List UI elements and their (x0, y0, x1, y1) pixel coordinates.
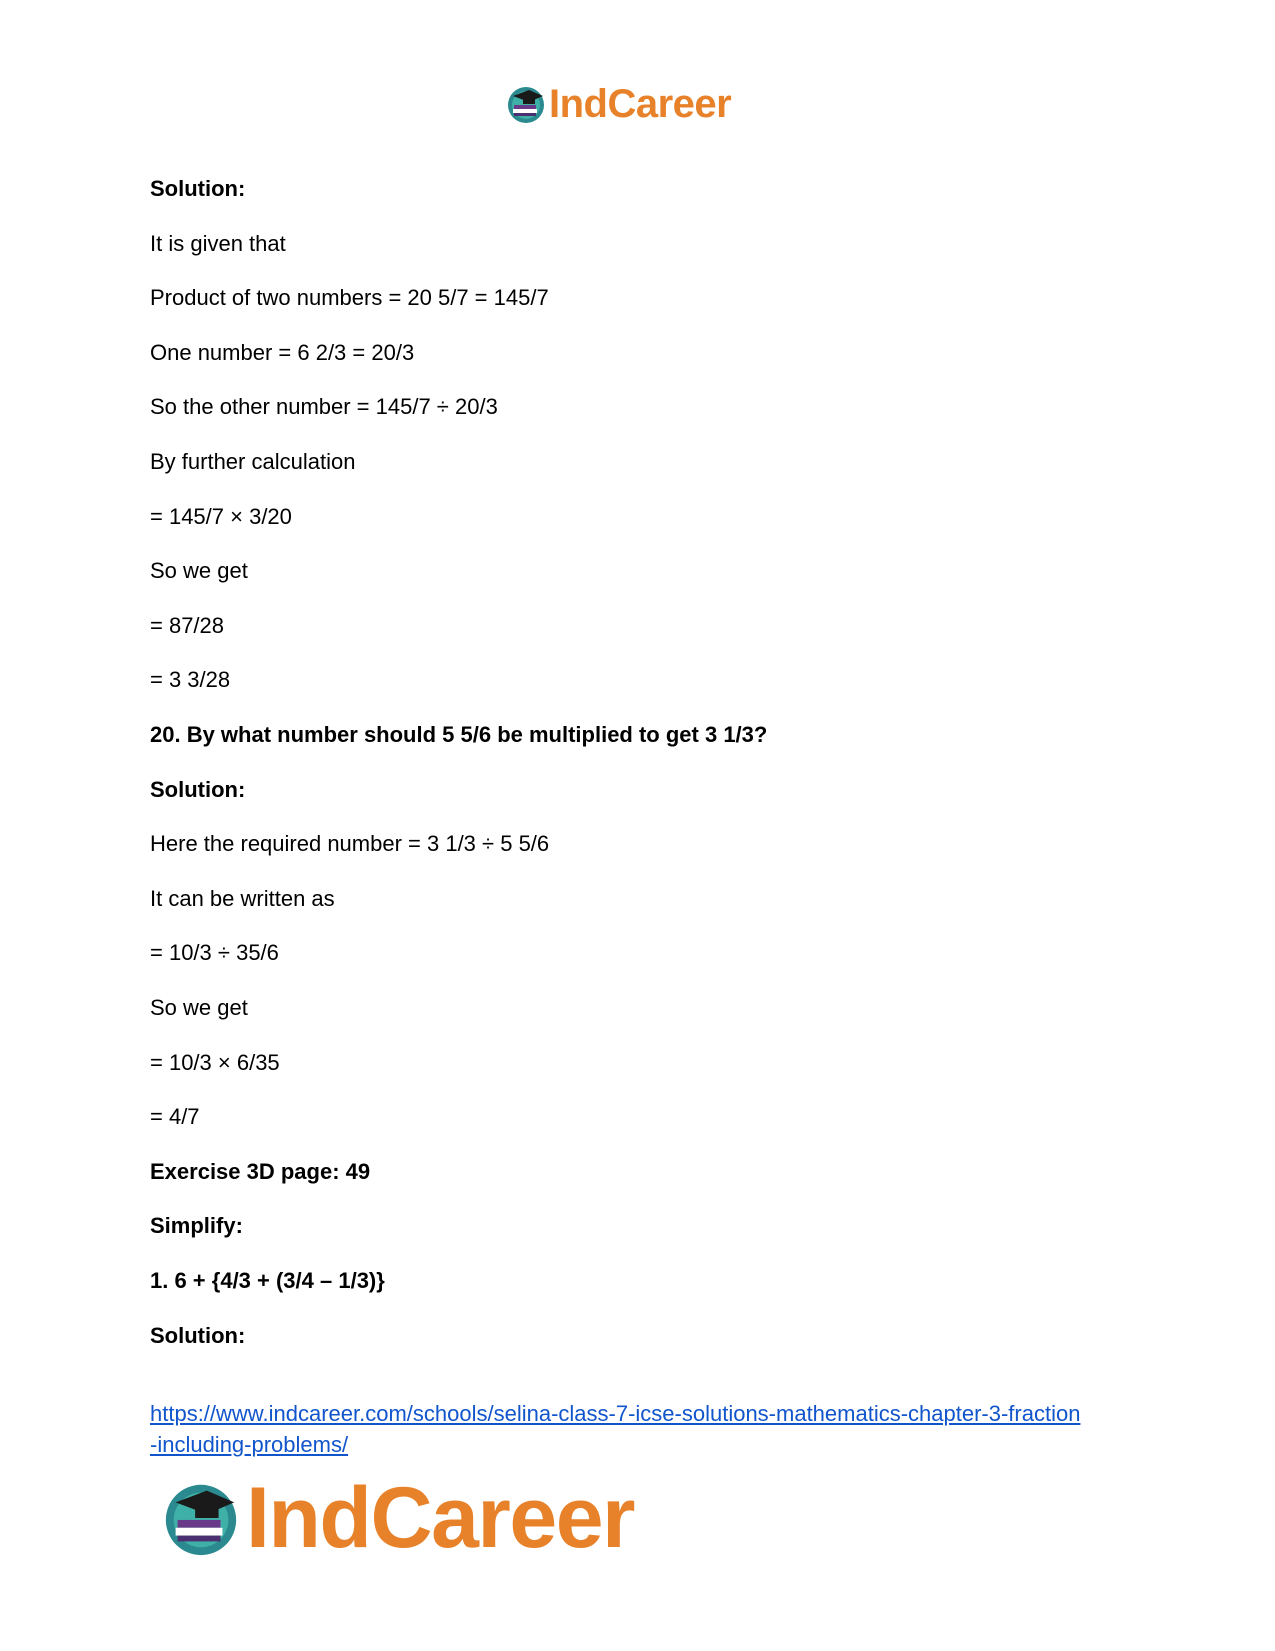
doc-line: Solution: (150, 777, 246, 802)
graduation-cap-books-globe-icon (505, 83, 547, 125)
doc-line: = 10/3 × 6/35 (150, 1050, 280, 1075)
doc-line: Here the required number = 3 1/3 ÷ 5 5/6 (150, 831, 550, 856)
source-link-line-2[interactable]: -including-problems/ (150, 1432, 349, 1457)
doc-line: Product of two numbers = 20 5/7 = 145/7 (150, 285, 549, 310)
doc-line: = 145/7 × 3/20 (150, 504, 292, 529)
doc-line: Solution: (150, 1323, 246, 1348)
doc-line: = 3 3/28 (150, 667, 231, 692)
source-link[interactable] (150, 1398, 1130, 1460)
doc-line: It can be written as (150, 886, 335, 911)
doc-line: 1. 6 + {4/3 + (3/4 – 1/3)} (150, 1268, 385, 1293)
doc-line: = 4/7 (150, 1104, 200, 1129)
footer-logo-text: IndCareer (246, 1470, 634, 1566)
doc-line: So we get (150, 558, 248, 583)
graduation-cap-books-globe-icon (160, 1477, 242, 1559)
doc-line: Exercise 3D page: 49 (150, 1159, 371, 1184)
doc-line: = 87/28 (150, 613, 225, 638)
doc-line: So the other number = 145/7 ÷ 20/3 (150, 394, 498, 419)
doc-line: It is given that (150, 231, 286, 256)
header-logo-text: IndCareer (549, 82, 732, 126)
header-logo (505, 80, 731, 128)
doc-line: 20. By what number should 5 5/6 be multiplied to get 3 1/3? (150, 722, 768, 747)
doc-line: One number = 6 2/3 = 20/3 (150, 340, 415, 365)
doc-line: = 10/3 ÷ 35/6 (150, 940, 279, 965)
footer-logo (160, 1468, 634, 1568)
doc-line: So we get (150, 995, 248, 1020)
source-link-line-1[interactable]: https://www.indcareer.com/schools/selina-class-7-icse-solutions-mathematics-chapter-3-fraction (150, 1401, 1081, 1426)
doc-line: Simplify: (150, 1213, 243, 1238)
doc-line: Solution: (150, 176, 246, 201)
doc-line: By further calculation (150, 449, 356, 474)
